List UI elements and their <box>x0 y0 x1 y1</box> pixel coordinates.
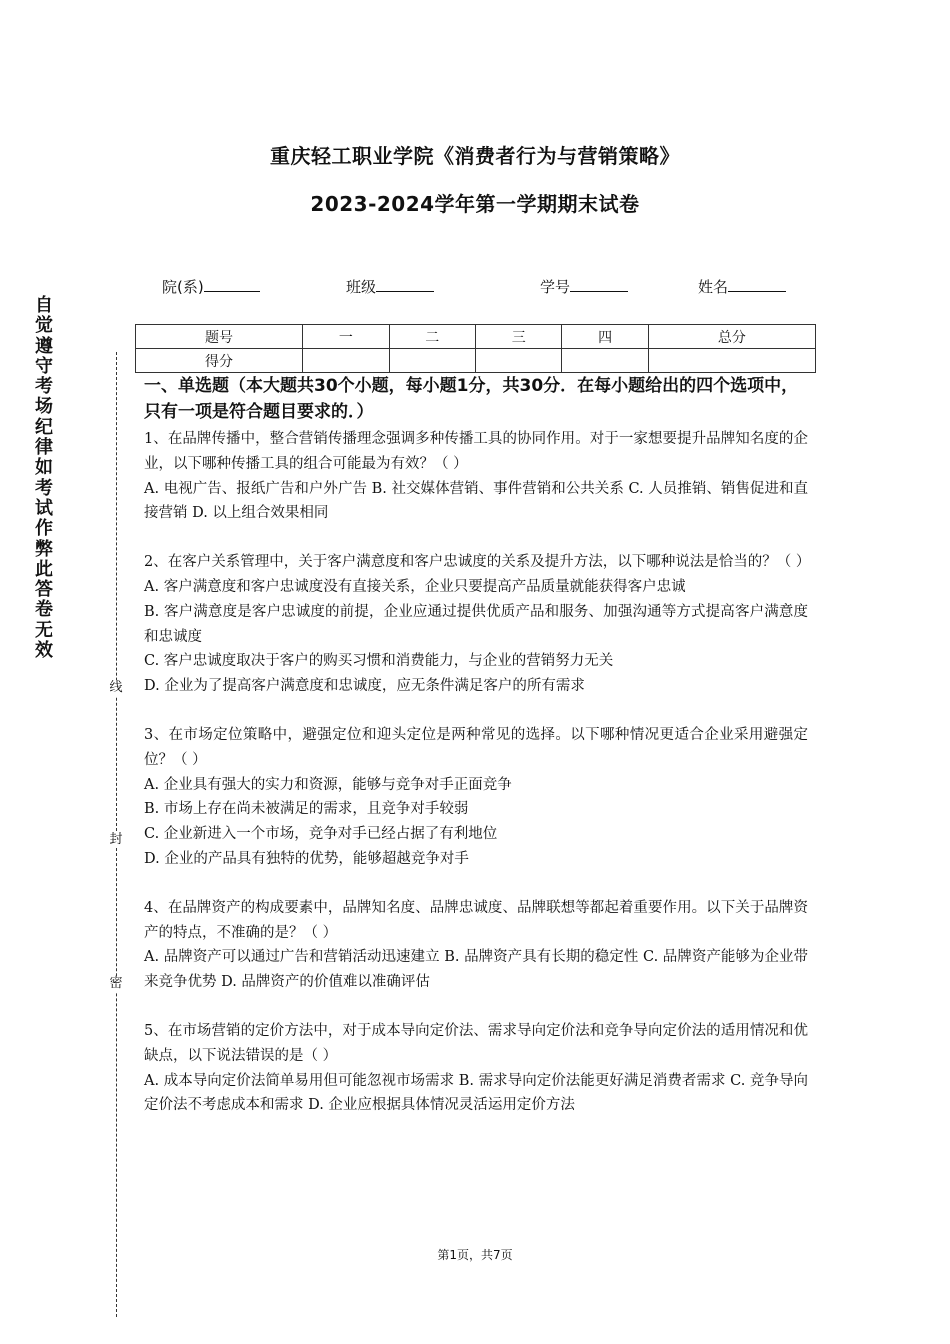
student-id-blank <box>570 277 628 292</box>
score-row-label: 得分 <box>136 349 303 373</box>
department-field <box>162 276 260 297</box>
student-id-label: 学号 <box>540 278 571 296</box>
score-header-cell: 二 <box>389 325 475 349</box>
score-header-cell: 一 <box>303 325 389 349</box>
question-stem: 1、在品牌传播中，整合营销传播理念强调多种传播工具的协同作用。对于一家想要提升品牌知名度的企业，以下哪种传播工具的组合可能最为有效？（ ） <box>144 431 808 472</box>
exam-title-line2: 2023-2024学年第一学期期末试卷 <box>310 192 640 216</box>
question-item <box>144 896 808 995</box>
name-label: 姓名 <box>698 278 729 296</box>
score-table <box>135 324 816 373</box>
seal-label-line: 线 <box>109 680 123 695</box>
question-option: C. 客户忠诚度取决于客户的购买习惯和消费能力，与企业的营销努力无关 <box>144 653 614 670</box>
question-stem: 2、在客户关系管理中，关于客户满意度和客户忠诚度的关系及提升方法，以下哪种说法是恰当的？（ ） <box>144 554 811 571</box>
question-option: D. 企业为了提高客户满意度和忠诚度，应无条件满足客户的所有需求 <box>144 678 585 695</box>
score-table-header-row <box>136 325 816 349</box>
score-cell <box>648 349 815 373</box>
exam-title-line1: 重庆轻工职业学院《消费者行为与营销策略》 <box>270 144 680 168</box>
question-option: C. 企业新进入一个市场，竞争对手已经占据了有利地位 <box>144 826 498 843</box>
score-header-cell: 三 <box>475 325 561 349</box>
question-option: B. 客户满意度是客户忠诚度的前提，企业应通过提供优质产品和服务、加强沟通等方式提高客户满意度和忠诚度 <box>144 603 808 645</box>
score-header-cell: 总分 <box>648 325 815 349</box>
score-table-score-row <box>136 349 816 373</box>
question-option: A. 企业具有强大的实力和资源，能够与竞争对手正面竞争 <box>144 776 512 793</box>
seal-label-secret: 密 <box>109 976 123 991</box>
question-stem: 4、在品牌资产的构成要素中，品牌知名度、品牌忠诚度、品牌联想等都起着重要作用。以下关于品牌资产的特点，不准确的是？（ ） <box>144 899 808 941</box>
score-header-cell: 四 <box>562 325 648 349</box>
section-heading: 一、单选题（本大题共30个小题，每小题1分，共30分．在每小题给出的四个选项中，只有一项是符合题目要求的．） <box>144 376 799 422</box>
question-options: A. 电视广告、报纸广告和户外广告 B. 社交媒体营销、事件营销和公共关系 C. 人员推销、销售促进和直接营销 D. 以上组合效果相同 <box>144 480 808 522</box>
department-blank <box>204 277 260 292</box>
seal-label-seal: 封 <box>109 832 123 847</box>
question-item <box>144 723 808 872</box>
department-label: 院(系) <box>162 278 204 296</box>
score-cell <box>303 349 389 373</box>
exam-discipline-notice: 自觉遵守考场纪律如考试作弊此答卷无效 <box>35 295 53 662</box>
question-stem: 3、在市场定位策略中，避强定位和迎头定位是两种常见的选择。以下哪种情况更适合企业采用避强定位？（ ） <box>144 726 808 768</box>
question-option: B. 市场上存在尚未被满足的需求，且竞争对手较弱 <box>144 801 469 818</box>
question-item <box>144 1019 808 1118</box>
class-label: 班级 <box>346 278 377 296</box>
score-cell <box>389 349 475 373</box>
class-field <box>346 276 434 297</box>
score-cell <box>562 349 648 373</box>
page-number: 第1页，共7页 <box>437 1248 513 1262</box>
score-cell <box>475 349 561 373</box>
question-options: A. 成本导向定价法简单易用但可能忽视市场需求 B. 需求导向定价法能更好满足消费者需求 C. 竞争导向定价法不考虑成本和需求 D. 企业应根据具体情况灵活运用定价方法 <box>144 1072 808 1114</box>
question-stem: 5、在市场营销的定价方法中，对于成本导向定价法、需求导向定价法和竞争导向定价法的适用情况和优缺点，以下说法错误的是（ ） <box>144 1022 808 1064</box>
name-field <box>698 276 786 297</box>
question-item <box>144 427 808 526</box>
question-options: A. 品牌资产可以通过广告和营销活动迅速建立 B. 品牌资产具有长期的稳定性 C. 品牌资产能够为企业带来竞争优势 D. 品牌资产的价值难以准确评估 <box>144 949 808 991</box>
question-section <box>144 373 811 1142</box>
class-blank <box>376 277 434 292</box>
question-option: D. 企业的产品具有独特的优势，能够超越竞争对手 <box>144 850 469 867</box>
score-header-cell: 题号 <box>136 325 303 349</box>
question-item <box>144 550 811 699</box>
question-option: A. 客户满意度和客户忠诚度没有直接关系，企业只要提高产品质量就能获得客户忠诚 <box>144 578 686 595</box>
student-id-field <box>540 276 628 297</box>
name-blank <box>728 277 786 292</box>
